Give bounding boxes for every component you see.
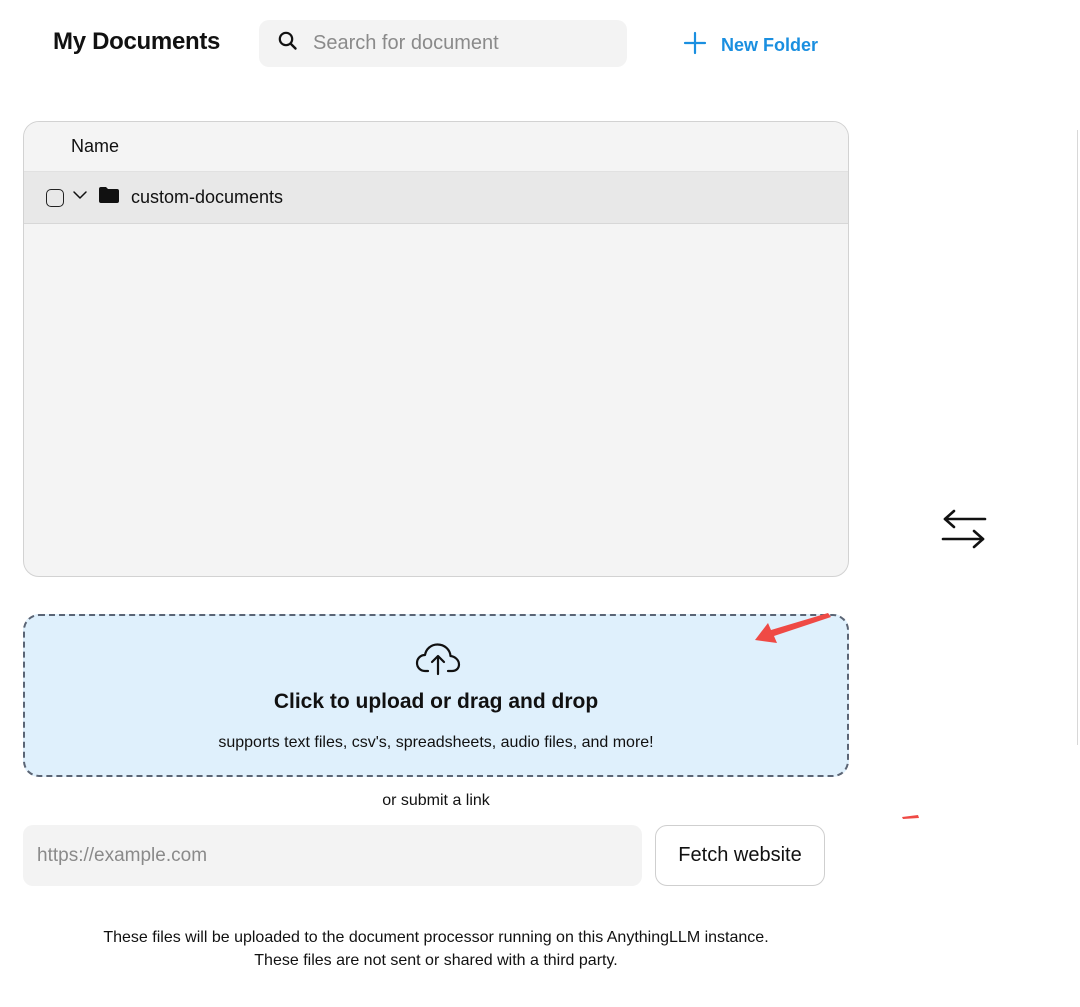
- upload-dropzone[interactable]: [23, 614, 849, 777]
- annotation-mark-icon: [901, 814, 921, 820]
- search-box[interactable]: [259, 20, 627, 67]
- page-title: My Documents: [53, 28, 221, 55]
- new-folder-label: New Folder: [721, 34, 819, 55]
- folder-icon: [98, 186, 131, 209]
- upload-title: Click to upload or drag and drop: [273, 690, 599, 713]
- url-input[interactable]: [23, 825, 642, 886]
- folder-checkbox[interactable]: [46, 189, 64, 207]
- disclaimer-line-1: These files will be uploaded to the document processor running on this AnythingLLM instance.: [103, 929, 769, 946]
- column-header-name: Name: [71, 136, 120, 156]
- upload-subtitle: supports text files, csv's, spreadsheets, audio files, and more!: [218, 734, 654, 751]
- search-input[interactable]: [313, 32, 613, 55]
- annotation-arrow-icon: [752, 610, 832, 646]
- folder-name: custom-documents: [131, 187, 284, 207]
- or-submit-link-text: or submit a link: [382, 792, 490, 809]
- table-header: [24, 122, 848, 172]
- disclaimer-line-2: These files are not sent or shared with a third party.: [254, 952, 618, 969]
- upload-disclaimer: [23, 926, 849, 972]
- chevron-down-icon[interactable]: [72, 187, 98, 208]
- folder-row[interactable]: [24, 172, 848, 224]
- new-folder-button[interactable]: [683, 30, 818, 60]
- search-icon: [277, 30, 299, 57]
- documents-table: [23, 121, 849, 577]
- plus-icon: [683, 31, 721, 60]
- fetch-website-button[interactable]: Fetch website: [655, 825, 825, 886]
- panel-divider: [1077, 130, 1078, 745]
